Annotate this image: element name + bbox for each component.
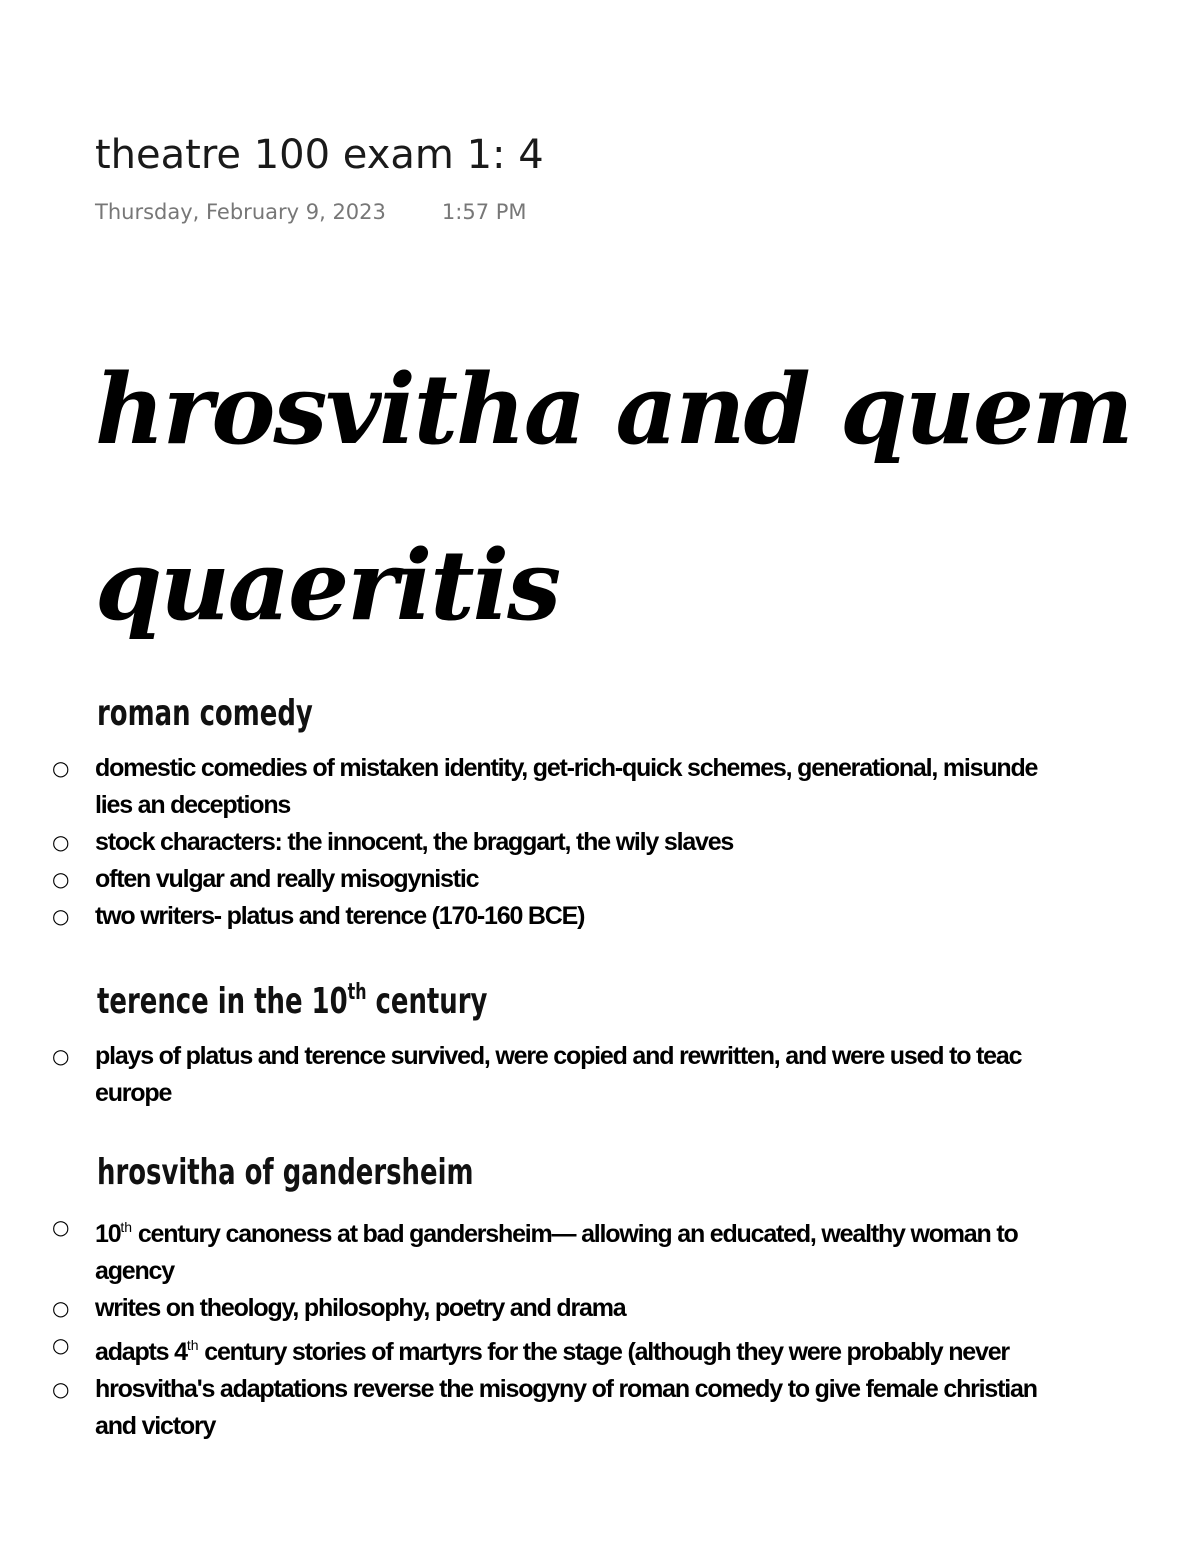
list-item-text: plays of platus and terence survived, were copied and rewritten, and were used to teac (95, 1042, 1022, 1070)
list-item-text-cont: and victory (95, 1412, 216, 1440)
bullet-icon: ○ (52, 1044, 70, 1068)
section-heading-roman-comedy: roman comedy (97, 693, 313, 734)
list-item (0, 750, 1200, 824)
list-item (0, 1038, 1200, 1112)
bullet-icon: ○ (52, 904, 70, 928)
list-item-text-cont: lies an deceptions (95, 791, 291, 819)
main-heading (95, 322, 1175, 674)
list-item (0, 824, 1200, 861)
bullet-icon: ○ (52, 1296, 70, 1320)
roman-comedy-list (0, 750, 1200, 935)
page-time: 1:57 PM (441, 200, 527, 224)
page-title: theatre 100 exam 1: 4 (95, 132, 544, 178)
page-date: Thursday, February 9, 2023 (95, 200, 386, 224)
bullet-icon: ○ (52, 830, 70, 854)
list-item (0, 861, 1200, 898)
bullet-icon: ○ (52, 756, 70, 780)
section-heading-terence: terence in the 10th century (97, 980, 488, 1022)
list-item-text: often vulgar and really misogynistic (95, 865, 479, 893)
list-item (0, 898, 1200, 935)
bullet-icon: ○ (52, 1377, 70, 1401)
list-item-text-cont: agency (95, 1257, 174, 1285)
bullet-icon: ○ (52, 867, 70, 891)
main-heading-line1: hrosvitha and quem (95, 353, 1132, 466)
list-item-text: 10th century canoness at bad gandersheim— allowing an educated, wealthy woman to (95, 1219, 1018, 1248)
list-item (0, 1371, 1200, 1445)
list-item (0, 1209, 1200, 1290)
list-item-text: adapts 4th century stories of martyrs for the stage (although they were probably never (95, 1337, 1009, 1366)
bullet-icon: ○ (52, 1333, 70, 1357)
list-item-text: writes on theology, philosophy, poetry and drama (95, 1294, 626, 1322)
list-item-text: stock characters: the innocent, the braggart, the wily slaves (95, 828, 734, 856)
list-item (0, 1327, 1200, 1371)
list-item-text-cont: europe (95, 1079, 172, 1107)
list-item (0, 1290, 1200, 1327)
list-item-text: hrosvitha's adaptations reverse the misogyny of roman comedy to give female christian (95, 1375, 1037, 1403)
section-heading-hrosvitha: hrosvitha of gandersheim (97, 1152, 474, 1193)
list-item-text: two writers- platus and terence (170-160 BCE) (95, 902, 585, 930)
bullet-icon: ○ (52, 1215, 70, 1239)
hrosvitha-list (0, 1209, 1200, 1445)
list-item-text: domestic comedies of mistaken identity, get-rich-quick schemes, generational, misunde (95, 754, 1038, 782)
main-heading-line2: quaeritis (95, 529, 560, 642)
terence-list (0, 1038, 1200, 1112)
page-meta (95, 200, 527, 224)
